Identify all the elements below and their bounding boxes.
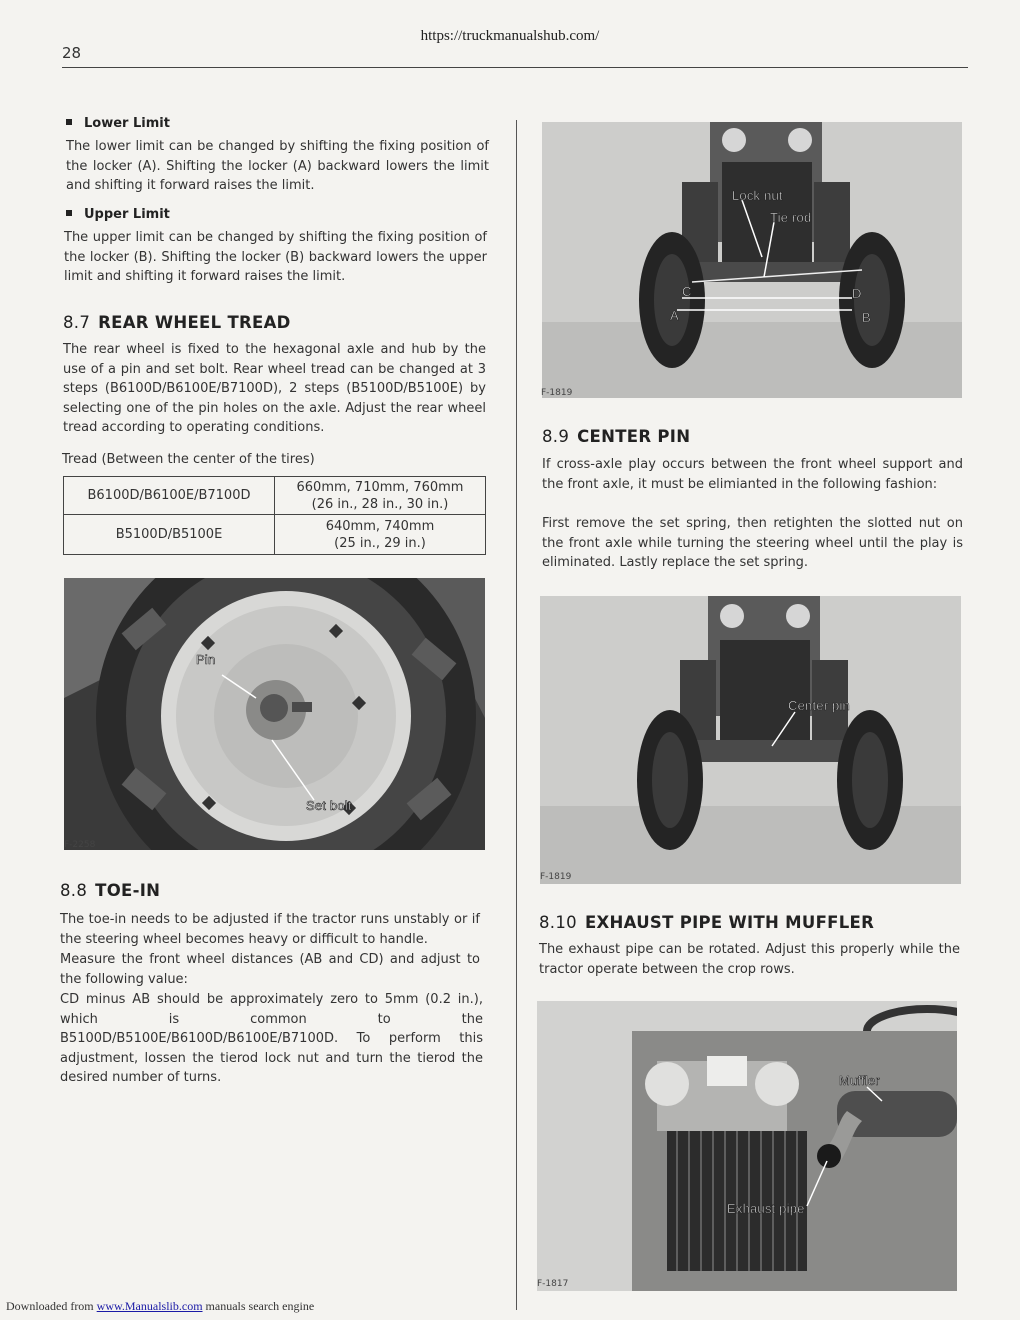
tread-table-caption: Tread (Between the center of the tires) [62, 452, 315, 467]
tread-inch: (25 in., 29 in.) [334, 535, 426, 551]
label-exhaust-pipe: Exhaust pipe [727, 1201, 805, 1216]
bullet-square-icon [66, 119, 72, 125]
tread-mm: 660mm, 710mm, 760mm [296, 479, 464, 495]
exhaust-tractor-photo [537, 1001, 957, 1291]
exhaust-heading: 8.10 EXHAUST PIPE WITH MUFFLER [539, 913, 875, 932]
figure-id: F-1819 [541, 388, 573, 398]
table-row [64, 477, 486, 515]
center-pin-text-2: First remove the set spring, then retighten the slotted nut on the front axle while turning the steering wheel until the play is eliminated. Lastly replace the set spring. [542, 516, 963, 570]
toe-in-text-2: Measure the front wheel distances (AB and CD) and adjust to the following value: [60, 952, 480, 987]
figure-id: F-2258 [64, 840, 96, 850]
label-pin: Pin [196, 652, 216, 667]
label-lock-nut: Lock nut [732, 188, 783, 203]
manualslib-link[interactable]: www.Manualslib.com [96, 1299, 203, 1313]
upper-limit-heading: Upper Limit [66, 207, 170, 222]
label-set-bolt: Set bolt [306, 798, 352, 813]
toe-in-heading: 8.8 TOE-IN [60, 881, 161, 900]
tread-cell [275, 515, 486, 555]
toe-in-tractor-photo [542, 122, 962, 398]
label-tie-rod: Tie rod [770, 210, 812, 225]
rear-wheel-tread-text: The rear wheel is fixed to the hexagonal axle and hub by the use of a pin and set bolt. Rear wheel tread can be changed at 3 steps (B6100D/B6100E/B7100D), 2 steps (B5100D/B5100E) by selecting one of the pin holes on the axle. Adjust the rear wheel tread according to operating conditions. [63, 342, 486, 435]
lower-limit-heading: Lower Limit [66, 116, 170, 131]
center-pin-text-1: If cross-axle play occurs between the front wheel support and the front axle, it must be elimianted in the following fashion: [542, 457, 963, 492]
footer-prefix: Downloaded from [6, 1299, 97, 1313]
column-divider [516, 120, 517, 1310]
table-row [64, 515, 486, 555]
figure-id: F-1817 [537, 1279, 569, 1289]
footer-suffix: manuals search engine [202, 1299, 315, 1313]
rear-wheel-photo [64, 578, 485, 850]
toe-in-text-1: The toe-in needs to be adjusted if the tractor runs unstably or if the steering wheel becomes heavy or difficult to handle. [60, 912, 480, 947]
label-b: B [862, 310, 871, 325]
center-pin-tractor-photo [540, 596, 961, 884]
page-number: 28 [62, 44, 82, 62]
tread-inch: (26 in., 28 in., 30 in.) [311, 496, 449, 512]
label-center-pin: Center pin [788, 698, 850, 713]
bullet-square-icon [66, 210, 72, 216]
label-a: A [670, 308, 679, 323]
header-rule [62, 67, 968, 68]
source-url: https://truckmanualshub.com/ [420, 28, 600, 44]
model-cell: B5100D/B5100E [64, 515, 275, 555]
model-cell: B6100D/B6100E/B7100D [64, 477, 275, 515]
tread-cell [275, 477, 486, 515]
upper-limit-text: The upper limit can be changed by shifting the fixing position of the locker (B). Shifting the locker (B) backward lowers the upper limit and shifting it forward raises the limit. [64, 230, 487, 284]
exhaust-text: The exhaust pipe can be rotated. Adjust this properly while the tractor operate between the crop rows. [539, 942, 960, 977]
lower-limit-text: The lower limit can be changed by shifting the fixing position of the locker (A). Shifting the locker (A) backward lowers the limit and shifting it forward raises the limit. [66, 139, 489, 193]
toe-in-text-3: CD minus AB should be approximately zero to 5mm (0.2 in.), which is common to the B5100D/B5100E/B6100D/B6100E/B7100D. To perform this adjustment, lossen the tierod lock nut and turn the tierod the desired number of turns. [60, 992, 483, 1085]
tread-table [63, 476, 486, 555]
label-muffler: Muffler [839, 1073, 880, 1088]
tread-mm: 640mm, 740mm [325, 518, 435, 534]
label-c: C [682, 284, 692, 299]
rear-wheel-tread-heading: 8.7 REAR WHEEL TREAD [63, 313, 291, 332]
center-pin-heading: 8.9 CENTER PIN [542, 427, 691, 446]
label-d: D [852, 286, 862, 301]
figure-id: F-1819 [540, 872, 572, 882]
download-footer [6, 1299, 314, 1314]
